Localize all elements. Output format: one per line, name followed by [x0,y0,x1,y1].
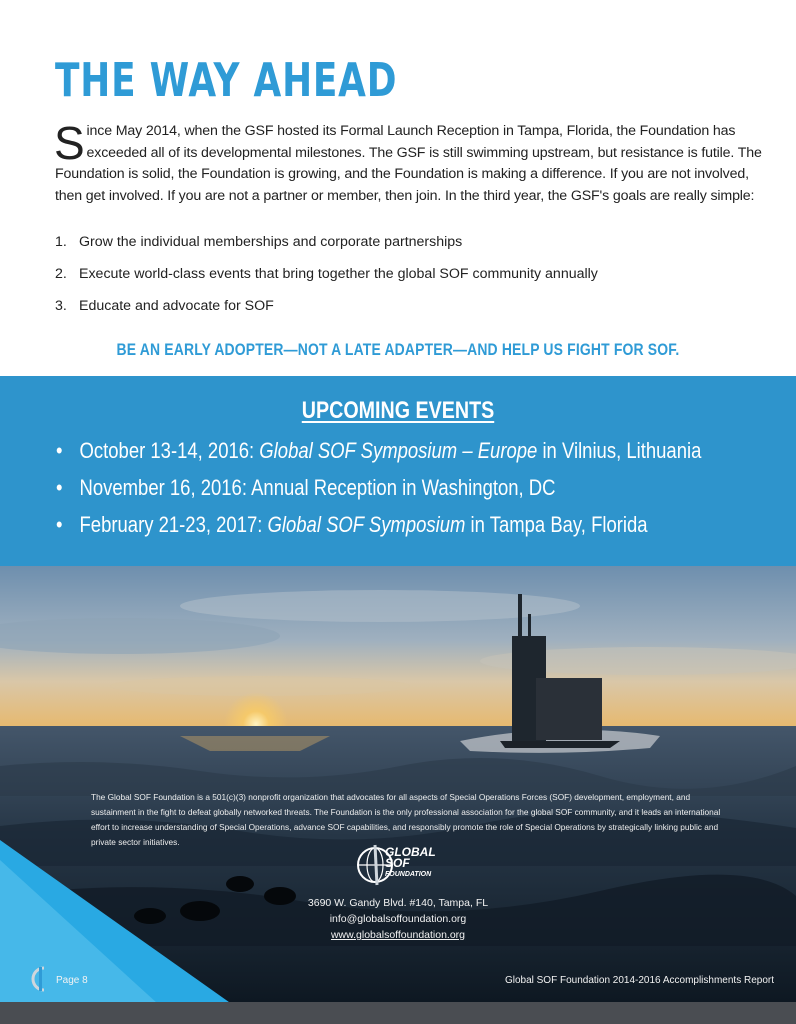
bullet: • [56,438,63,463]
list-item [55,264,755,296]
list-item [55,232,755,264]
goal-text: Execute world-class events that bring together the global SOF community annually [79,266,598,282]
page-number: Page 8 [56,975,88,986]
goal-text: Grow the individual memberships and corporate partnerships [79,234,463,250]
event-date: February 21-23, 2017: [79,512,268,537]
logo-line-foundation: FOUNDATION [385,871,432,878]
logo-line-global: GLOBAL [385,845,436,859]
logo-mark-icon [30,966,50,992]
events-list [56,436,796,547]
event-date: October 13-14, 2016: [79,438,260,463]
email-link[interactable]: info@globalsoffoundation.org [329,913,467,925]
website-link[interactable]: www.globalsoffoundation.org [330,929,466,941]
event-location: in Vilnius, Lithuania [537,438,702,463]
event-name: Global SOF Symposium [267,512,466,537]
contact-block [0,895,796,943]
bullet: • [56,475,63,500]
drop-cap: S [54,117,85,169]
events-title: UPCOMING EVENTS [301,397,495,424]
call-to-action: BE AN EARLY ADOPTER—NOT A LATE ADAPTER—AND HELP US FIGHT FOR SOF. [116,340,680,359]
foundation-logo [355,843,455,892]
event-location: in Tampa Bay, Florida [465,512,648,537]
disclaimer-text: The Global SOF Foundation is a 501(c)(3) nonprofit organization that advocates for all aspects of Special Operations Forces (SOF) development, employment, and sustainment in the fight to defeat globally networked threats. The Foundation is the only professional association for the global SOF community, and it leads an international effort to increase understanding of Special Operations, advance SOF capabilities, and responsibly promote the role of Special Operations by strategically linking public and private sector initiatives. [91,792,721,847]
report-title: Global SOF Foundation 2014-2016 Accomplishments Report [504,975,774,986]
event-item [56,436,701,473]
intro-paragraph [54,117,777,207]
list-item [55,296,755,328]
intro-text: ince May 2014, when the GSF hosted its Formal Launch Reception in Tampa, Florida, the Foundation has exceeded all of its developmental milestones. The GSF is still swimming upstream, but resistance is futile. The Foundation is solid, the Foundation is growing, and the Foundation is making a difference. If you are not involved, then get involved. If you are not a partner or member, then join. In the third year, the GSF's goals are really simple: [55,123,762,204]
logo-line-sof: SOF [385,856,410,870]
event-location: Annual Reception in Washington, DC [251,475,556,500]
event-date: November 16, 2016: [79,475,252,500]
event-item [56,510,701,547]
bottom-strip [0,1002,796,1024]
goal-number: 1. [55,234,67,250]
street-address: 3690 W. Gandy Blvd. #140, Tampa, FL [307,897,489,909]
event-item [56,473,701,510]
goal-number: 3. [55,298,67,314]
goal-text: Educate and advocate for SOF [79,298,274,314]
bullet: • [56,512,63,537]
page-title: THE WAY AHEAD [55,53,398,107]
goal-number: 2. [55,266,67,282]
event-name: Global SOF Symposium – Europe [259,438,538,463]
goals-list [55,232,755,328]
